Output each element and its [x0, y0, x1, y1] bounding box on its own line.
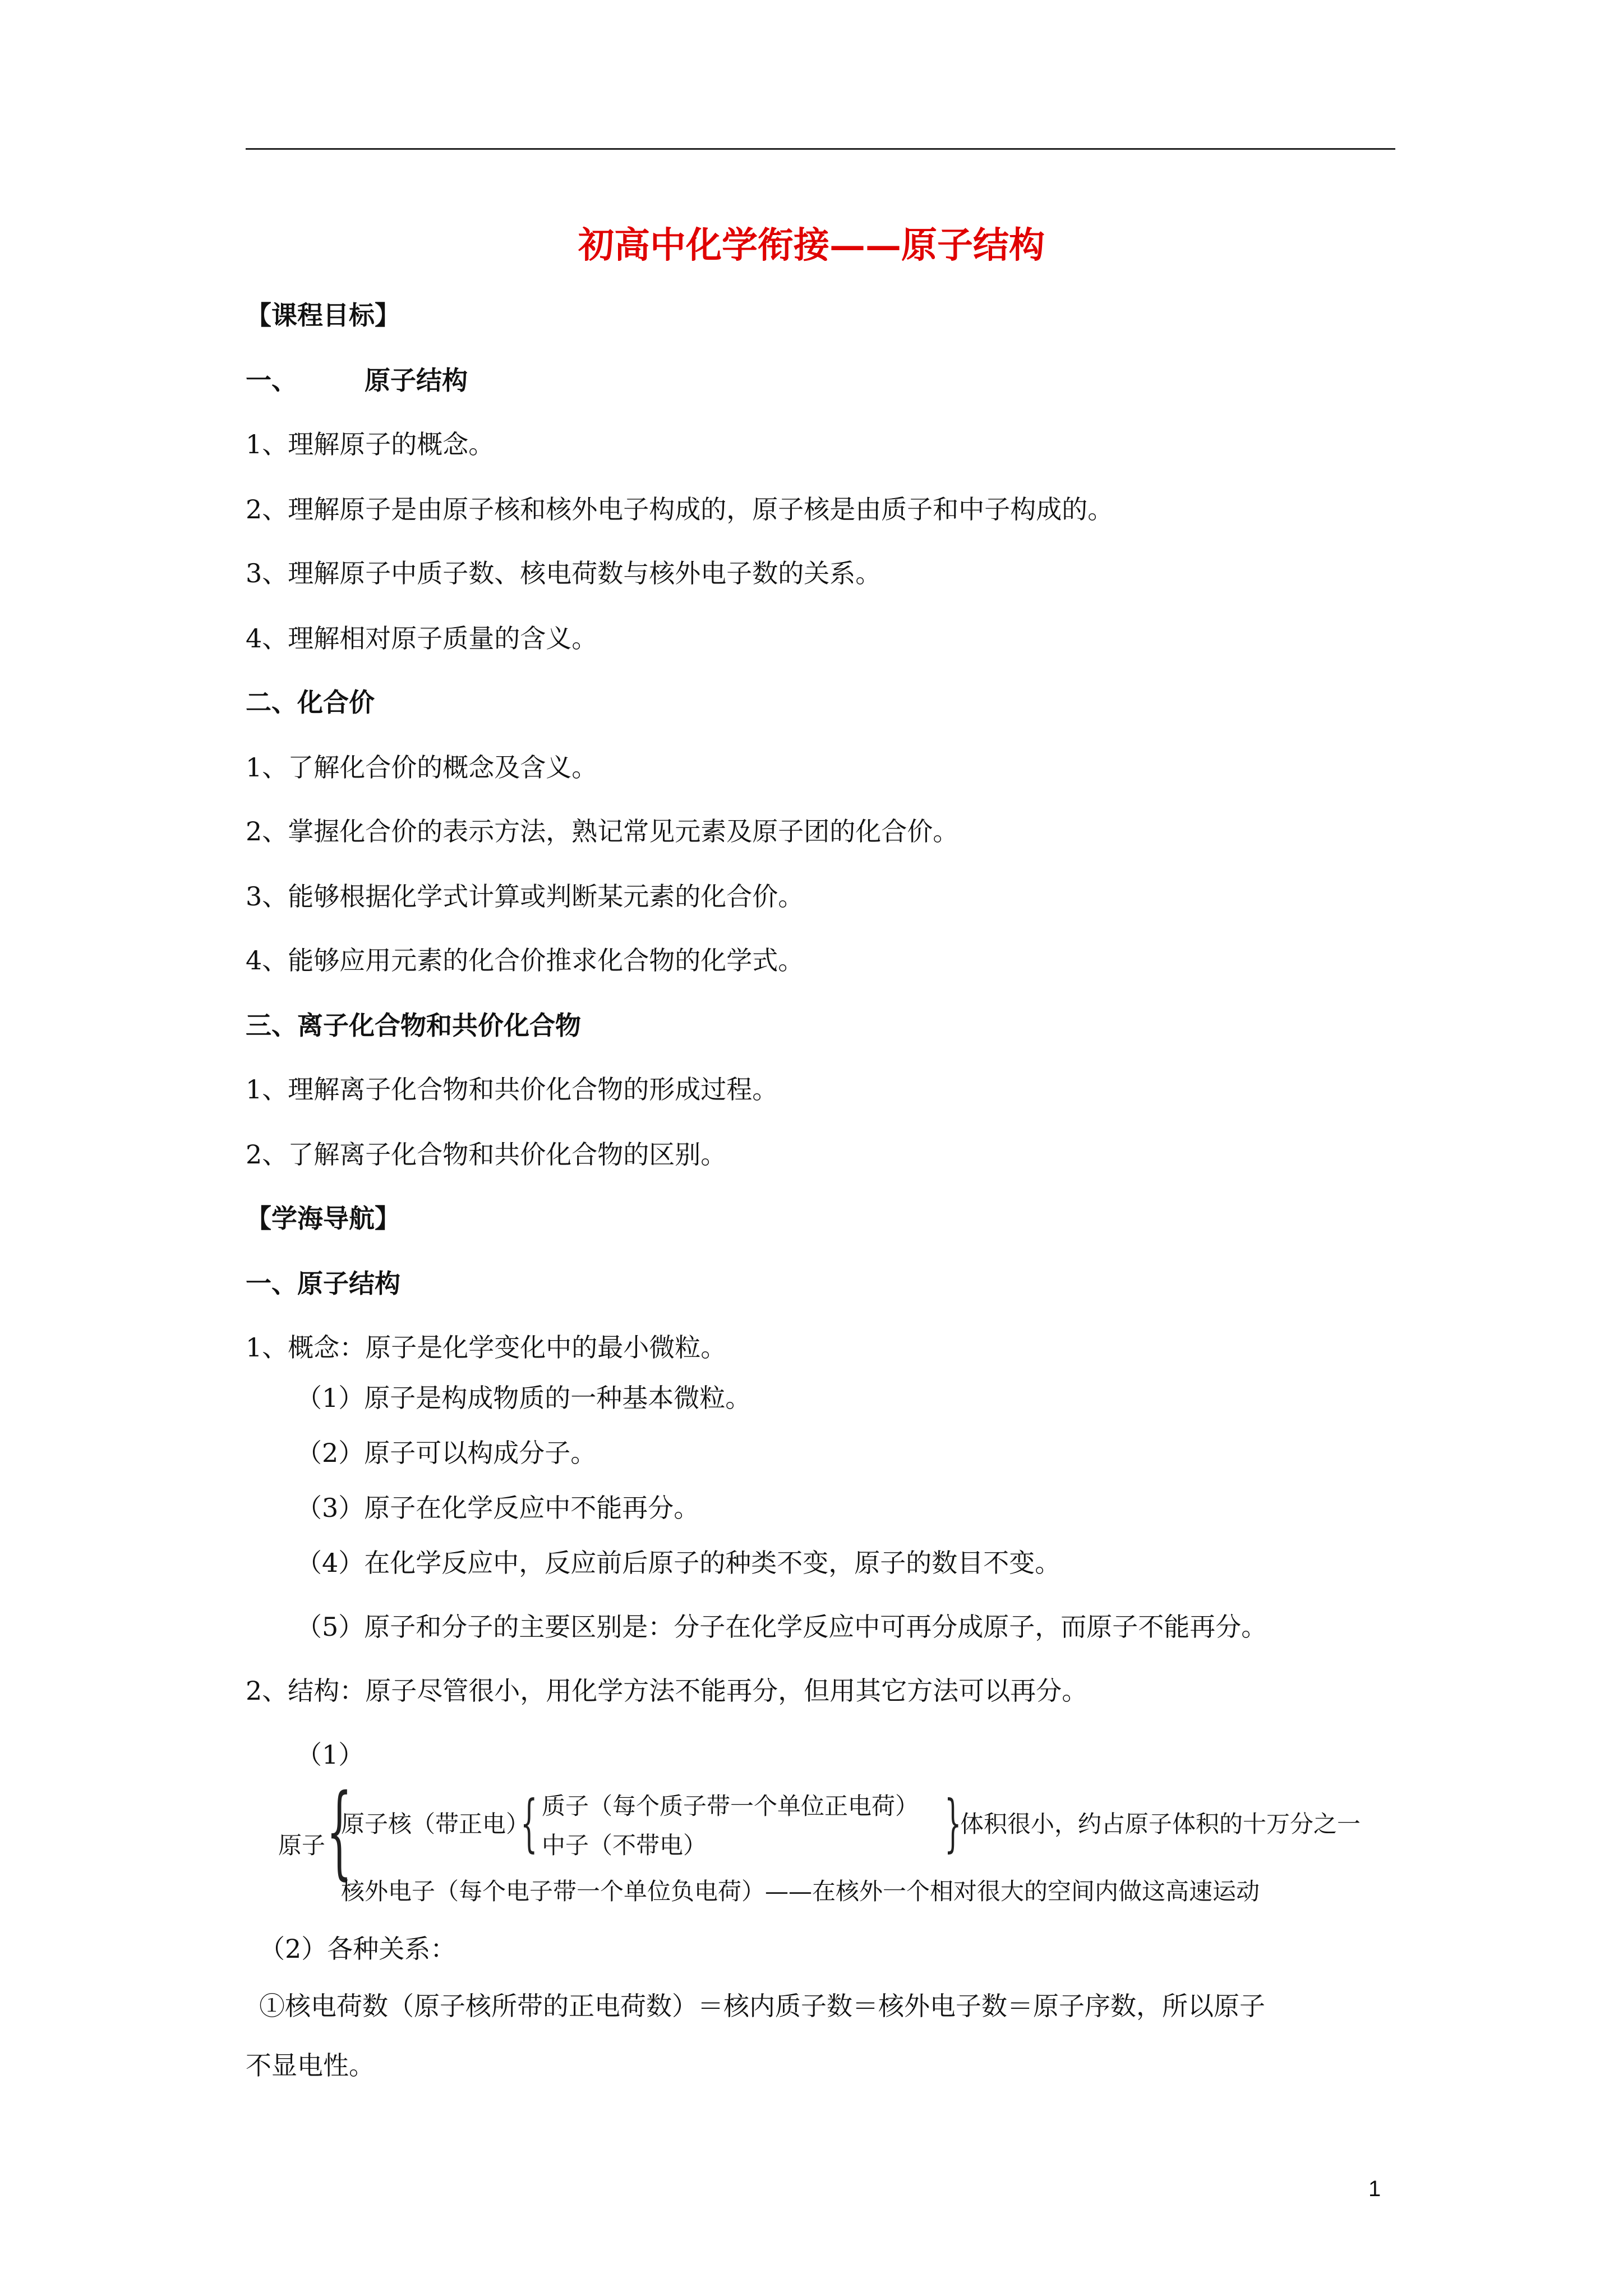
- nav-1-heading: 一、原子结构: [246, 1268, 400, 1299]
- concept-item: （2）原子可以构成分子。: [296, 1438, 597, 1468]
- page-number: 1: [1368, 2177, 1381, 2201]
- concept-line: 1、概念：原子是化学变化中的最小微粒。: [246, 1332, 727, 1363]
- diagram-atom-label: 原子: [278, 1832, 326, 1859]
- goal-1-heading: 原子结构: [365, 365, 468, 395]
- goal-3-item: 2、了解离子化合物和共价化合物的区别。: [246, 1139, 727, 1170]
- goal-2-item: 3、能够根据化学式计算或判断某元素的化合价。: [246, 881, 804, 912]
- goal-1-item: 4、理解相对原子质量的含义。: [246, 623, 598, 654]
- goal-1-item: 3、理解原子中质子数、核电荷数与核外电子数的关系。: [246, 558, 882, 588]
- relation-1-line-1: ①核电荷数（原子核所带的正电荷数）＝核内质子数＝核外电子数＝原子序数，所以原子: [259, 1991, 1265, 2021]
- diagram-proton: 质子（每个质子带一个单位正电荷）: [542, 1792, 919, 1820]
- concept-item: （3）原子在化学反应中不能再分。: [296, 1493, 700, 1523]
- goal-3-heading: 三、离子化合物和共价化合物: [246, 1010, 581, 1041]
- goal-2-heading: 二、化合价: [246, 687, 375, 717]
- diagram-nucleus-brace: {: [520, 1787, 538, 1860]
- diagram-electron: 核外电子（每个电子带一个单位负电荷）——在核外一个相对很大的空间内做这高速运动: [341, 1878, 1260, 1905]
- diagram-volume-note: 体积很小，约占原子体积的十万分之一: [960, 1810, 1361, 1838]
- goal-3-item: 1、理解离子化合物和共价化合物的形成过程。: [246, 1074, 778, 1105]
- relation-1-line-2: 不显电性。: [246, 2050, 375, 2081]
- structure-line: 2、结构：原子尽管很小，用化学方法不能再分，但用其它方法可以再分。: [246, 1676, 1088, 1706]
- diagram-nucleus: 原子核（带正电）: [341, 1810, 530, 1838]
- goal-2-item: 2、掌握化合价的表示方法，熟记常见元素及原子团的化合价。: [246, 816, 959, 846]
- section-goal-heading: 【课程目标】: [246, 300, 400, 330]
- concept-item: （4）在化学反应中，反应前后原子的种类不变，原子的数目不变。: [296, 1548, 1061, 1578]
- section-nav-heading: 【学海导航】: [246, 1203, 400, 1234]
- goal-1-item: 2、理解原子是由原子核和核外电子构成的，原子核是由质子和中子构成的。: [246, 494, 1114, 524]
- concept-item: （1）原子是构成物质的一种基本微粒。: [296, 1383, 751, 1413]
- goal-1-item: 1、理解原子的概念。: [246, 429, 495, 459]
- page-title: 初高中化学衔接——原子结构: [578, 224, 1045, 266]
- goal-2-item: 4、能够应用元素的化合价推求化合物的化学式。: [246, 945, 804, 976]
- header-rule: [246, 148, 1395, 150]
- structure-subitem-label: （1）: [296, 1740, 365, 1770]
- goal-1-number: 一、: [246, 365, 297, 395]
- diagram-neutron: 中子（不带电）: [542, 1832, 707, 1859]
- diagram-main-brace: {: [326, 1772, 352, 1890]
- relations-heading: （2）各种关系：: [259, 1934, 457, 1964]
- diagram-volume-brace: }: [944, 1787, 962, 1860]
- goal-2-item: 1、了解化合价的概念及含义。: [246, 752, 598, 783]
- concept-item: （5）原子和分子的主要区别是：分子在化学反应中可再分成原子，而原子不能再分。: [296, 1612, 1267, 1642]
